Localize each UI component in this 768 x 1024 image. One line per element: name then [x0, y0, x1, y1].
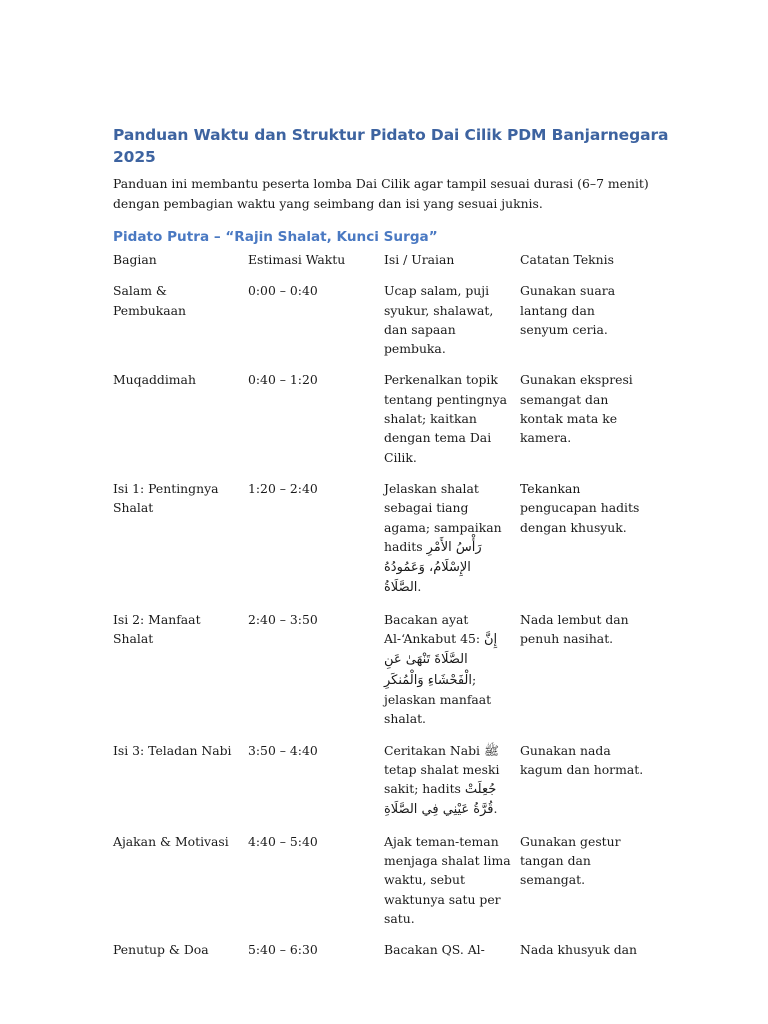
cell-catatan: Tekankan pengucapan hadits dengan khusyuk. — [520, 480, 640, 535]
header-bagian: Bagian — [113, 252, 157, 267]
cell-bagian: Salam & Pembukaan — [113, 283, 187, 318]
cell-waktu: 0:40 – 1:20 — [248, 372, 318, 388]
cell-isi — [384, 832, 520, 940]
cell-waktu: 1:20 – 2:40 — [248, 480, 318, 496]
header-isi-uraian: Isi / Uraian — [384, 252, 455, 267]
table-row — [113, 940, 653, 971]
cell-isi-text: Bacakan ayat Al-‘Ankabut 45: — [384, 611, 481, 647]
cell-isi-text: Perkenalkan topik tentang pentingnya shalat; kaitkan dengan tema Dai Cilik. — [384, 372, 507, 465]
cell-isi — [384, 610, 520, 741]
arabic-hadith-text: رَأْسُ الأَمْرِ الإِسْلَامُ، وَعَمُودُهُ الصَّلَاةُ — [384, 539, 482, 596]
cell-waktu: 4:40 – 5:40 — [248, 833, 318, 849]
schedule-table — [113, 250, 653, 972]
cell-waktu: 2:40 – 3:50 — [248, 611, 318, 627]
cell-bagian: Isi 1: Pentingnya Shalat — [113, 480, 219, 516]
cell-waktu: 3:50 – 4:40 — [248, 742, 318, 758]
arabic-hadith-text: جُعِلَتْ قُرَّةُ عَيْنِي فِي الصَّلَاةِ — [384, 782, 497, 818]
cell-bagian: Penutup & Doa — [113, 942, 209, 958]
cell-bagian: Muqaddimah — [113, 372, 196, 388]
document-page — [113, 124, 673, 972]
header-catatan-teknis: Catatan Teknis — [520, 252, 614, 267]
cell-isi-text: Bacakan QS. Al- — [384, 942, 485, 958]
cell-catatan: Gunakan nada kagum dan hormat. — [520, 742, 644, 777]
table-row — [113, 281, 653, 370]
cell-isi — [384, 370, 520, 478]
cell-isi — [384, 281, 520, 370]
section-title: Pidato Putra – “Rajin Shalat, Kunci Surga” — [113, 229, 438, 245]
cell-bagian: Isi 3: Teladan Nabi — [113, 742, 232, 758]
cell-isi — [384, 741, 520, 832]
cell-isi-text: Ucap salam, puji syukur, shalawat, dan sapaan pembuka. — [384, 283, 494, 357]
header-estimasi-waktu: Estimasi Waktu — [248, 252, 346, 267]
cell-bagian: Ajakan & Motivasi — [113, 833, 229, 849]
table-row — [113, 370, 653, 478]
cell-isi-text: Jelaskan shalat sebagai tiang agama; sampaikan hadits — [384, 480, 502, 554]
cell-waktu: 0:00 – 0:40 — [248, 283, 318, 299]
cell-waktu: 5:40 – 6:30 — [248, 942, 318, 958]
table-row — [113, 610, 653, 741]
cell-catatan: Gunakan gestur tangan dan semangat. — [520, 833, 621, 888]
cell-isi-text: Ceritakan Nabi ﷺ tetap shalat meski sakit; hadits — [384, 742, 500, 797]
cell-isi — [384, 479, 520, 610]
cell-catatan: Gunakan ekspresi semangat dan kontak mata ke kamera. — [520, 372, 633, 446]
cell-catatan: Nada khusyuk dan — [520, 942, 638, 958]
cell-isi-after: ; jelaskan manfaat shalat. — [384, 671, 492, 727]
arabic-ayat-text: إِنَّ الصَّلَاةَ تَنْهَىٰ عَنِ الْفَحْشَاءِ وَالْمُنكَرِ — [384, 632, 498, 688]
cell-isi-after: . — [493, 801, 498, 817]
table-header-row — [113, 250, 653, 281]
cell-isi-text: Ajak teman-teman menjaga shalat lima waktu, sebut waktunya satu per satu. — [384, 833, 511, 926]
table-row — [113, 741, 653, 832]
cell-catatan: Gunakan suara lantang dan senyum ceria. — [520, 283, 616, 337]
cell-isi-after: . — [417, 579, 422, 595]
table-row — [113, 832, 653, 940]
table-row — [113, 479, 653, 610]
document-title: Panduan Waktu dan Struktur Pidato Dai Cilik PDM Banjarnegara 2025 — [113, 126, 669, 166]
cell-bagian: Isi 2: Manfaat Shalat — [113, 611, 201, 647]
cell-isi — [384, 940, 520, 971]
intro-paragraph: Panduan ini membantu peserta lomba Dai Cilik agar tampil sesuai durasi (6–7 menit) dengan pembagian waktu yang seimbang dan isi yang sesuai juknis. — [113, 176, 649, 211]
cell-catatan: Nada lembut dan penuh nasihat. — [520, 611, 629, 647]
